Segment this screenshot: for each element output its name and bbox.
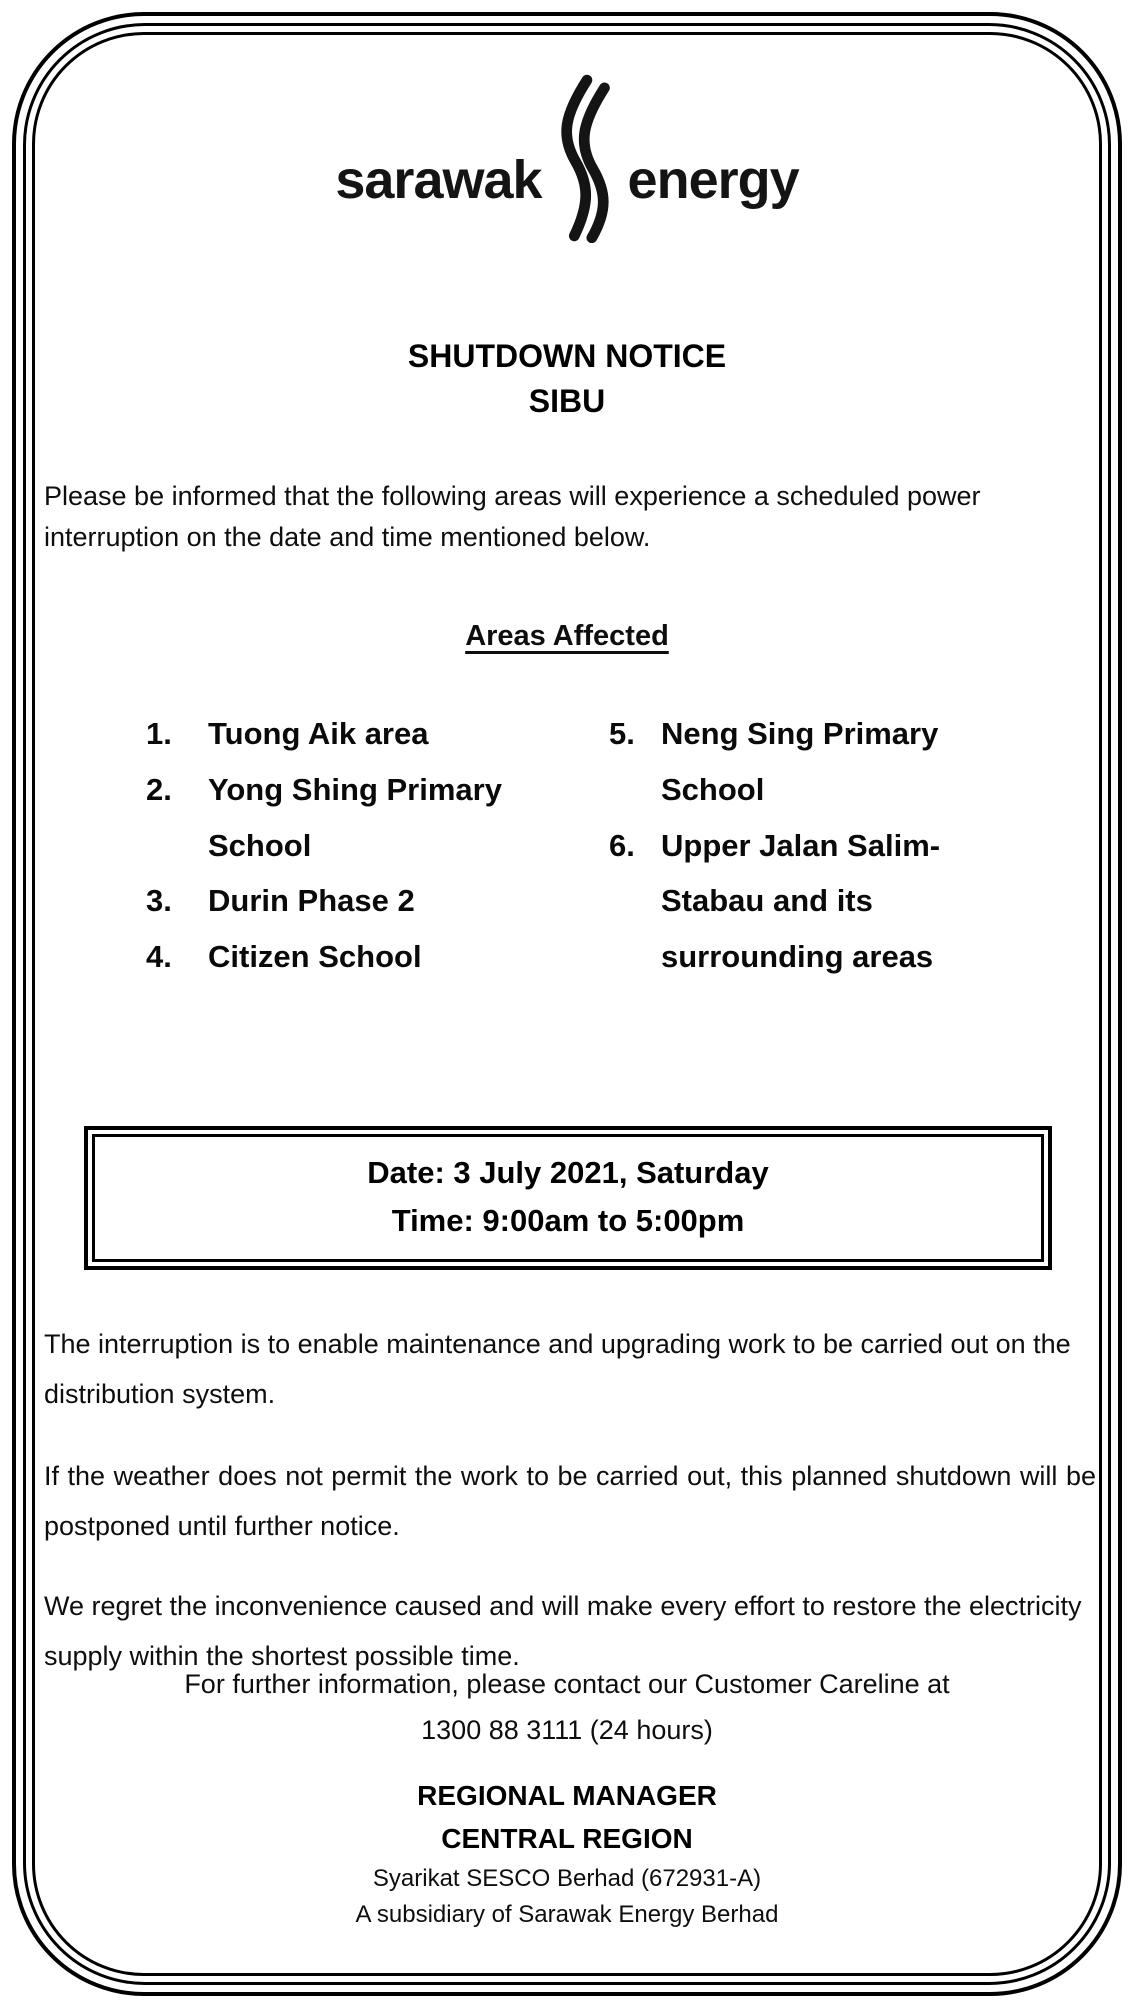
areas-column-left: [146, 706, 548, 985]
list-item-text: Durin Phase 2: [208, 883, 415, 919]
list-item-number: 3.: [146, 883, 172, 919]
list-item: [146, 762, 548, 874]
list-item-text: Upper Jalan Salim-Stabau and its surrounding areas: [661, 827, 941, 975]
logo-word-energy: energy: [627, 150, 799, 210]
weather-paragraph: If the weather does not permit the work to be carried out, this planned shutdown will be postponed until further notice.: [44, 1461, 1096, 1541]
areas-column-right: [609, 706, 985, 985]
contact-info: [44, 1662, 1090, 1754]
contact-line: For further information, please contact our Customer Careline at: [184, 1669, 950, 1699]
flame-icon: [548, 73, 622, 243]
notice-title: SHUTDOWN NOTICE: [407, 338, 727, 374]
areas-affected-list: [0, 706, 1134, 1006]
list-item: [609, 706, 985, 818]
list-item-number: 4.: [146, 939, 172, 975]
list-item-number: 1.: [146, 716, 172, 751]
list-item: [609, 818, 985, 985]
sarawak-energy-logo: [0, 74, 1134, 250]
notice-location: SIBU: [528, 383, 606, 420]
list-item-text: Neng Sing Primary School: [661, 716, 939, 807]
list-item: [146, 706, 548, 762]
careline-number: 1300 88 3111 (24 hours): [421, 1714, 713, 1745]
list-item-text: Yong Shing Primary School: [208, 771, 502, 863]
company-name: Syarikat SESCO Berhad (672931-A): [372, 1864, 762, 1892]
company-subsidiary-note: A subsidiary of Sarawak Energy Berhad: [355, 1900, 779, 1928]
title-block: [0, 334, 1134, 425]
logo-word-sarawak: sarawak: [335, 150, 542, 210]
intro-paragraph: Please be informed that the following areas will experience a scheduled power interruption on the date and time mentioned below.: [44, 481, 981, 553]
schedule-time: Time: 9:00am to 5:00pm: [391, 1203, 745, 1239]
list-item: [146, 873, 548, 929]
list-item-number: 2.: [146, 771, 172, 807]
schedule-box-inner: [92, 1134, 1044, 1262]
schedule-box: [84, 1126, 1052, 1270]
signature-block: [0, 1774, 1134, 1933]
regret-paragraph: We regret the inconvenience caused and will make every effort to restore the electricity supply within the shortest possible time.: [44, 1591, 1082, 1671]
signature-region: CENTRAL REGION: [441, 1823, 693, 1855]
list-item-text: Citizen School: [208, 939, 422, 975]
list-item-number: 6.: [609, 827, 635, 863]
maintenance-paragraph: The interruption is to enable maintenance and upgrading work to be carried out on the distribution system.: [44, 1329, 1071, 1409]
signature-role: REGIONAL MANAGER: [417, 1780, 717, 1811]
list-item-text: Tuong Aik area: [208, 716, 429, 751]
list-item: [146, 929, 548, 985]
areas-affected-heading: Areas Affected: [465, 620, 669, 652]
schedule-date: Date: 3 July 2021, Saturday: [367, 1155, 769, 1190]
list-item-number: 5.: [609, 716, 635, 751]
